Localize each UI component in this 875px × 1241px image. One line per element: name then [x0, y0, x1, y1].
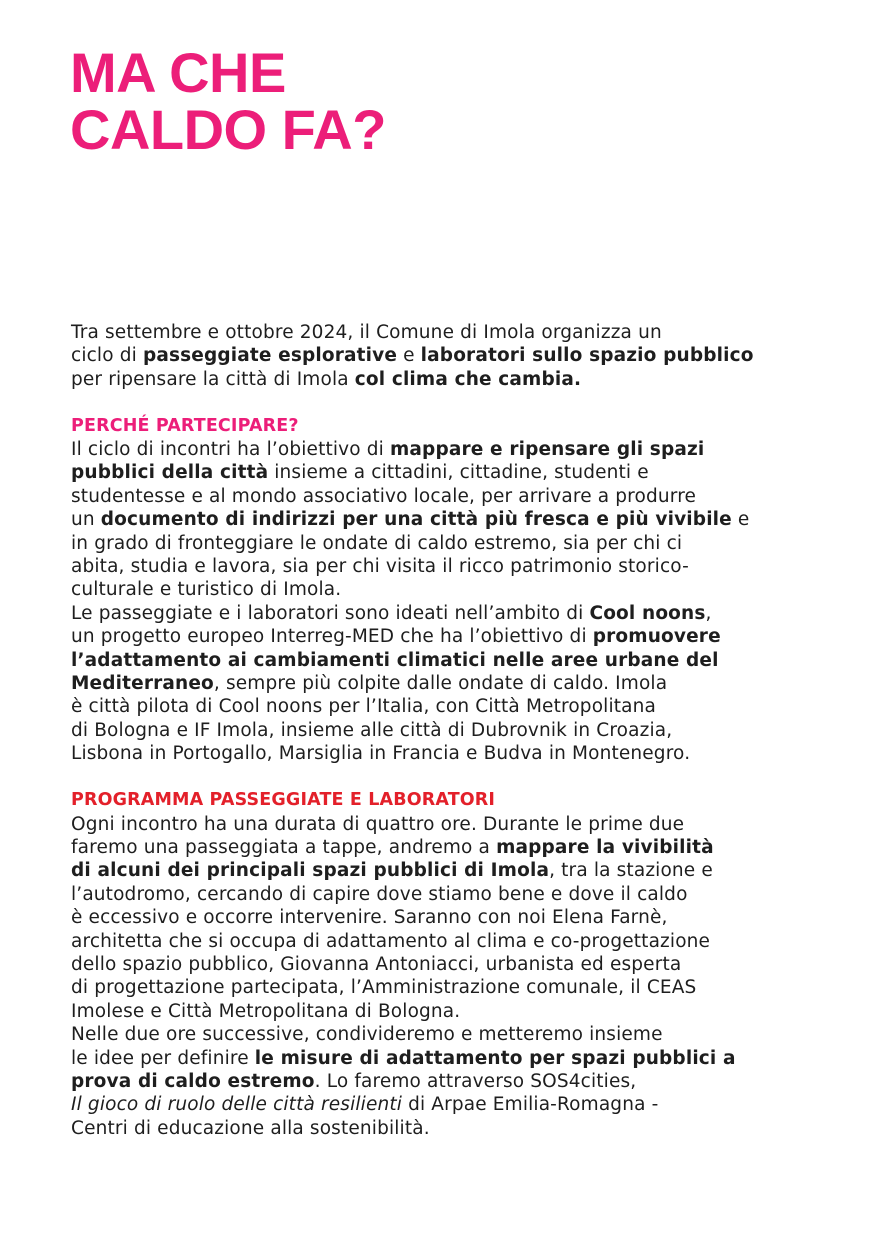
title-line-1: MA CHE: [70, 41, 286, 104]
section-heading-program: PROGRAMMA PASSEGGIATE E LABORATORI: [71, 790, 496, 811]
section-why-paragraph: [71, 438, 816, 766]
bold-text: mappare e ripensare gli spazi: [389, 439, 705, 461]
text-line: Mediterraneo, sempre più colpite dalle ondate di caldo. Imola: [71, 673, 668, 695]
italic-text: Il gioco di ruolo delle città resilienti: [71, 1094, 403, 1116]
text-line: [71, 649, 816, 672]
text-line: le idee per definire le misure di adattamento per spazi pubblici a: [71, 1047, 736, 1069]
text-line: pubblici della città insieme a cittadini, cittadine, studenti e: [71, 462, 649, 484]
text-line: Il gioco di ruolo delle città resilienti di Arpae Emilia-Romagna -: [71, 1094, 659, 1116]
body-text: [71, 321, 816, 1140]
text-line: architetta che si occupa di adattamento al clima e co-progettazione: [71, 930, 711, 952]
bold-text: laboratori sullo spazio pubblico: [420, 345, 754, 367]
paragraph-gap: [71, 391, 816, 414]
text-line: è città pilota di Cool noons per l’Italia, con Città Metropolitana: [71, 696, 656, 718]
bold-text: Cool noons: [589, 602, 706, 624]
title-line-2: CALDO FA?: [70, 98, 386, 161]
text-line: per ripensare la città di Imola col clima che cambia.: [71, 368, 582, 390]
text-line: è eccessivo e occorre intervenire. Saranno con noi Elena Farnè,: [71, 907, 668, 929]
bold-text: mappare la vivibilità: [496, 836, 714, 858]
bold-text: pubblici della città: [71, 462, 269, 484]
text-line: un documento di indirizzi per una città più fresca e più vivibile e: [71, 509, 750, 531]
text-line: abita, studia e lavora, sia per chi visita il ricco patrimonio storico-: [71, 556, 689, 578]
paragraph-gap: [71, 766, 816, 789]
text-line: Centri di educazione alla sostenibilità.: [71, 1117, 430, 1139]
bold-text: le misure di adattamento per spazi pubblici a: [254, 1047, 736, 1069]
text-line: Il ciclo di incontri ha l’obiettivo di mappare e ripensare gli spazi: [71, 439, 705, 461]
text-line: ciclo di passeggiate esplorative e laboratori sullo spazio pubblico: [71, 345, 754, 367]
bold-text: l’adattamento ai cambiamenti climatici nelle aree urbane del: [71, 649, 719, 671]
bold-text: Mediterraneo: [71, 673, 214, 695]
text-line: un progetto europeo Interreg-MED che ha l’obiettivo di promuovere: [71, 626, 721, 648]
bold-text: promuovere: [592, 626, 721, 648]
text-line: dello spazio pubblico, Giovanna Antoniacci, urbanista ed esperta: [71, 953, 682, 975]
text-line: prova di caldo estremo. Lo faremo attraverso SOS4cities,: [71, 1070, 637, 1092]
bold-text: prova di caldo estremo: [71, 1070, 315, 1092]
text-line: culturale e turistico di Imola.: [71, 579, 342, 601]
text-line: Le passeggiate e i laboratori sono ideati nell’ambito di Cool noons,: [71, 602, 712, 624]
text-line: Lisbona in Portogallo, Marsiglia in Francia e Budva in Montenegro.: [71, 743, 691, 765]
text-line: l’autodromo, cercando di capire dove stiamo bene e dove il caldo: [71, 883, 688, 905]
text-line: di progettazione partecipata, l’Amministrazione comunale, il CEAS: [71, 977, 697, 999]
text-line: di alcuni dei principali spazi pubblici di Imola, tra la stazione e: [71, 860, 713, 882]
text-line: Tra settembre e ottobre 2024, il Comune di Imola organizza un: [71, 322, 662, 343]
text-line: Nelle due ore successive, condivideremo e metteremo insieme: [71, 1024, 663, 1046]
text-line: di Bologna e IF Imola, insieme alle città di Dubrovnik in Croazia,: [71, 719, 673, 741]
text-line: faremo una passeggiata a tappe, andremo a mappare la vivibilità: [71, 836, 714, 858]
section-heading-why: PERCHÉ PARTECIPARE?: [71, 415, 299, 436]
bold-text: di alcuni dei principali spazi pubblici di Imola: [71, 860, 550, 882]
bold-text: col clima che cambia.: [354, 368, 582, 390]
text-line: studentesse e al mondo associativo locale, per arrivare a produrre: [71, 485, 697, 507]
bold-text: passeggiate esplorative: [142, 345, 398, 367]
text-line: in grado di fronteggiare le ondate di caldo estremo, sia per chi ci: [71, 532, 683, 554]
text-line: Ogni incontro ha una durata di quattro ore. Durante le prime due: [71, 813, 685, 835]
section-program-paragraph: [71, 813, 816, 1141]
bold-text: documento di indirizzi per una città più fresca e più vivibile: [100, 509, 732, 531]
page-title: [70, 41, 386, 161]
intro-paragraph: [71, 321, 816, 391]
text-line: Imolese e Città Metropolitana di Bologna.: [71, 1000, 461, 1022]
